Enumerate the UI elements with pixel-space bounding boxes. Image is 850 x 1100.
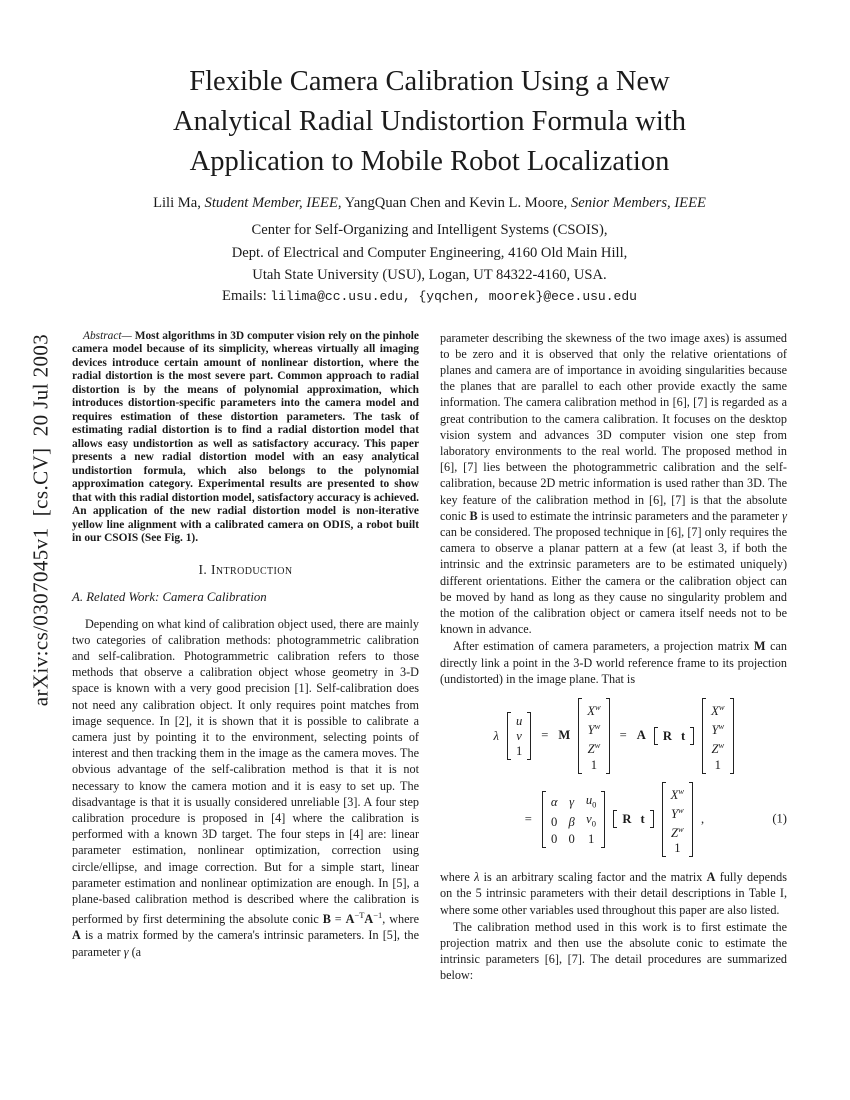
equation-1: [440, 698, 787, 857]
title-line-2: Analytical Radial Undistortion Formula with: [173, 106, 686, 137]
matrix-cell: v: [516, 728, 522, 743]
matrix-cell: 1: [590, 757, 598, 772]
matrix-rt: [654, 727, 694, 745]
vector-world-cells: [586, 698, 601, 774]
affiliation-line-3: Utah State University (USU), Logan, UT 84322-4160, USA.: [252, 267, 607, 283]
matrix-cell: 1: [587, 831, 595, 846]
arxiv-watermark: arXiv:cs/0307045v1 [cs.CV] 20 Jul 2003: [28, 333, 53, 707]
matrix-cell: $Y^w$: [671, 804, 684, 821]
right-bracket: [650, 810, 654, 828]
matrix-cell: $v_0$: [586, 812, 596, 829]
matrix-cell: u: [515, 713, 523, 728]
matrix-cell: β: [568, 814, 575, 829]
left-bracket: [613, 810, 617, 828]
abstract-text: Most algorithms in 3D computer vision rely on the pinhole camera model because of its simplicity, whereas virtually all imaging devices introduce certain amount of nonlinear distortion, where the radial distortion is the most severe part. Common approach to radial distortion is by the means of polynomial approximation, which introduces distortion-specific parameters into the camera model and requires estimation of these distortion parameters. The task of estimating radial distortion is to find a radial distortion model that allows easy undistortion as well as satisfactory accuracy. This paper presents a new radial distortion model with an easy analytical undistortion formula, which also belongs to the polynomial approximation category. Experimental results are presented to show that with this radial distortion model, satisfactory accuracy is achieved. An application of the new radial distortion model is non-iterative yellow line alignment with a calibrated camera on ODIS, a robot built in our CSOIS (See Fig. 1).: [72, 329, 419, 544]
right-column: [440, 330, 787, 984]
matrix-cell: $Z^w$: [587, 740, 601, 757]
matrix-rt-cells: [621, 810, 645, 828]
right-bracket: [690, 727, 694, 745]
matrix-cell: t: [680, 728, 686, 743]
author-role-2: Senior Members, IEEE: [570, 195, 706, 211]
vector-uv1: [507, 712, 531, 760]
matrix-cell: $Z^w$: [671, 823, 684, 841]
author-names-2: , YangQuan Chen and Kevin L. Moore,: [337, 195, 571, 211]
lambda-symbol: λ: [493, 728, 499, 743]
two-column-body: [72, 330, 787, 984]
left-column: [72, 330, 419, 984]
author-role-1: Student Member, IEEE: [204, 195, 338, 211]
paper-title: [72, 62, 787, 182]
matrix-cell: $X^w$: [670, 785, 685, 802]
matrix-a-symbol: A: [636, 728, 646, 743]
matrix-cell: α: [550, 795, 558, 810]
matrix-cell: $X^w$: [587, 701, 601, 719]
matrix-cell: 1: [674, 841, 681, 856]
matrix-intrinsic-cells: [550, 791, 597, 848]
equation-line-2: [440, 782, 787, 858]
matrix-cell: R: [622, 812, 632, 827]
affiliation-block: [72, 219, 787, 287]
trailing-comma: ,: [701, 811, 705, 826]
matrix-cell: γ: [569, 795, 575, 810]
intro-paragraph: Depending on what kind of calibration object used, there are mainly two categories of calibration methods: photogrammetric calibration and self-calibration. Photogrammetric calibration refers to those methods that observe a calibration object whose geometry in 3-D space is known with a very good precision [1]. Self-calibration does not need any calibration object. It only requires point matches from image sequence. In [2], it is shown that it is possible to calibrate a camera just by pointing it to the environment, selecting points of interest and then tracking them in the image as the camera moves. The obvious advantage of the self-calibration method is that it is not necessary to know the camera motion and it is easy to set up. The disadvantage is that it is usually considered unreliable [3]. A four step calibration procedure is proposed in [4] where the calibration is performed with a known 3D target. The four steps in [4] are: linear parameter estimation, nonlinear optimization, correction using circle/ellipse, and image correction. But for a simple start, linear parameter estimation and nonlinear optimization are enough. In [5], a plane-based calibration method is described where the calibration is performed by first determining the absolute conic $B = A^{-T}A^{-1}$, where A is a matrix formed by the camera's intrinsic parameters. In [5], the parameter γ (a: [72, 616, 419, 959]
matrix-cell: 1: [714, 757, 721, 772]
vector-world-cells: [710, 698, 725, 774]
left-bracket: [542, 791, 546, 848]
matrix-m-symbol: M: [558, 728, 571, 743]
vector-world-cells: [670, 782, 685, 858]
lambda-explanation-paragraph: where λ is an arbitrary scaling factor and the matrix A fully depends on the 5 intrinsic parameters with their detail descriptions in Table I, where some other variables used throughout this paper are also listed.: [440, 870, 787, 917]
matrix-cell: 0: [551, 814, 558, 829]
matrix-cell: $Y^w$: [711, 721, 725, 738]
subsection-heading-related-work: A. Related Work: Camera Calibration: [72, 589, 267, 604]
section-heading-introduction: I. Introduction: [198, 561, 293, 577]
matrix-intrinsic: [542, 791, 605, 848]
affiliation-line-1: Center for Self-Organizing and Intelligent Systems (CSOIS),: [251, 222, 608, 238]
matrix-rt: [613, 810, 653, 828]
matrix-cell: R: [662, 728, 672, 743]
equals-sign: =: [619, 728, 627, 743]
equation-number: (1): [772, 811, 787, 826]
matrix-cell: 0: [551, 831, 558, 846]
right-bracket: [527, 712, 531, 760]
emails-line: [72, 288, 787, 305]
matrix-rt-cells: [662, 727, 686, 745]
calibration-method-paragraph: The calibration method used in this work is to first estimate the projection matrix and then use the absolute conic to estimate the intrinsic parameters [6], [7]. The detail procedures are summarized below:: [440, 919, 787, 983]
left-bracket: [662, 782, 666, 858]
vector-world-coords: [702, 698, 733, 774]
left-bracket: [702, 698, 706, 774]
matrix-cell: $X^w$: [711, 701, 725, 719]
affiliation-line-2: Dept. of Electrical and Computer Engineering, 4160 Old Main Hill,: [231, 244, 628, 261]
equals-sign: =: [524, 811, 532, 826]
projection-matrix-paragraph: After estimation of camera parameters, a projection matrix M can directly link a point in the 3-D world reference frame to its projection (undistorted) in the image plane. That is: [440, 639, 787, 686]
author-name-1: Lili Ma,: [153, 195, 205, 211]
matrix-cell: $Z^w$: [711, 740, 725, 757]
matrix-cell: $u_0$: [585, 792, 597, 810]
left-bracket: [507, 712, 511, 760]
vector-world-coords: [662, 782, 693, 858]
vector-world-coords: [578, 698, 609, 774]
continuation-paragraph: parameter describing the skewness of the two image axes) is assumed to be zero and it is observed that only the relative orientations of planes and camera are of importance in avoiding singularities because the planes that are parallel to each other provide exactly the same information. The camera calibration method in [6], [7] is regarded as a great contribution to the camera calibration. It focuses on the desktop vision system and advances 3D computer vision one step from laboratory environments to the real world. The proposed method in [6], [7] lies between the photogrammetric calibration and the self-calibration, because 2D metric information is used rather than 3D. The key feature of the calibration method in [6], [7] is that the absolute conic B is used to estimate the intrinsic parameters and the parameter γ can be considered. The proposed technique in [6], [7] only requires the camera to observe a planar pattern at a few (at least 3, if both the intrinsic and the extrinsic parameters are to be estimated uniquely) different orientations. Either the camera or the calibration object can be moved by hand as long as they cause no singularity problem and the motion of the calibration object or camera itself needs not to be known in advance.: [440, 330, 787, 637]
abstract: [72, 330, 419, 546]
author-line: [72, 195, 787, 212]
equation-line-1: [440, 698, 787, 774]
title-line-3: Application to Mobile Robot Localization: [189, 146, 670, 177]
right-bracket: [689, 782, 693, 858]
emails-label: Emails:: [222, 287, 267, 304]
paper-header: [72, 62, 787, 305]
matrix-cell: 0: [568, 831, 575, 846]
abstract-label: Abstract—: [83, 329, 132, 342]
left-bracket: [578, 698, 582, 774]
left-bracket: [654, 727, 658, 745]
matrix-cell: t: [640, 812, 645, 827]
right-bracket: [606, 698, 610, 774]
matrix-cell: $Y^w$: [587, 721, 601, 738]
right-bracket: [601, 791, 605, 848]
matrix-cell: 1: [515, 743, 523, 758]
vector-uv1-cells: [515, 712, 523, 760]
right-bracket: [730, 698, 734, 774]
email-addresses: lilima@cc.usu.edu, {yqchen, moorek}@ece.usu.edu: [270, 288, 637, 304]
equals-sign: =: [541, 728, 549, 743]
title-line-1: Flexible Camera Calibration Using a New: [189, 66, 670, 97]
